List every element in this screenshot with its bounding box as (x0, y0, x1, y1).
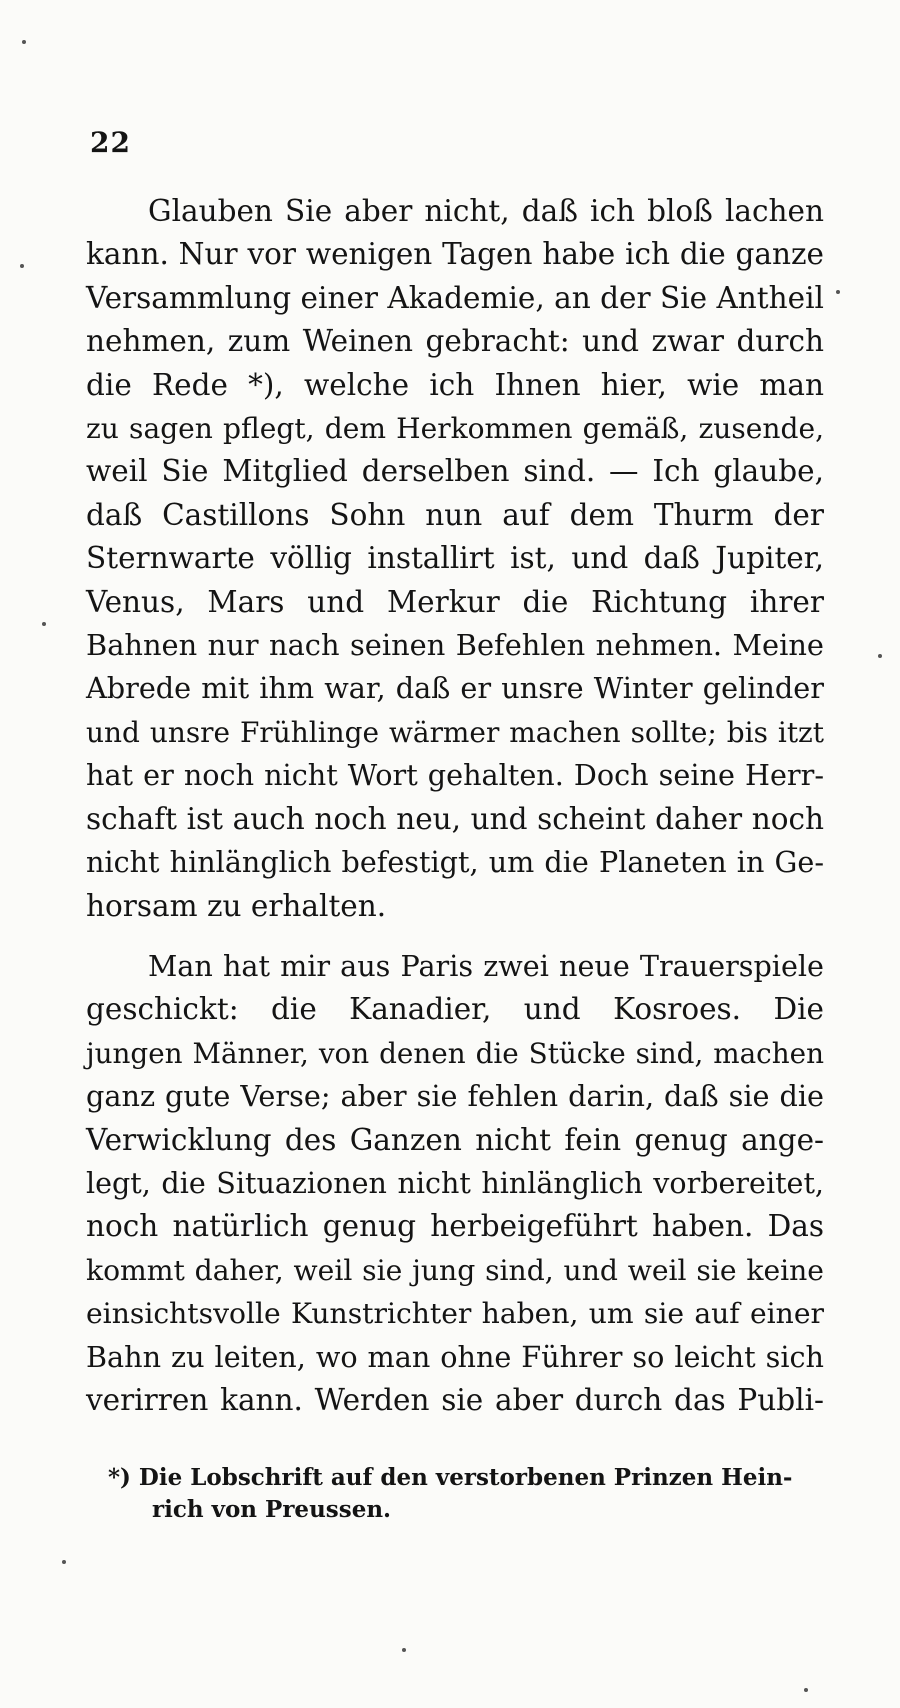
text-line: legt, die Situazionen nicht hinlänglich vorbereitet, (86, 1166, 824, 1201)
page-number: 22 (90, 126, 131, 159)
text-line: Bahn zu leiten, wo man ohne Führer so leicht sich (86, 1339, 824, 1374)
text-line: Versammlung einer Akademie, an der Sie Antheil (86, 280, 824, 315)
text-line: geschickt: die Kanadier, und Kosroes. Die (86, 992, 824, 1027)
footnote-line: *) Die Lobschrift auf den verstorbenen Prinzen Hein- (108, 1464, 793, 1491)
text-line: kommt daher, weil sie jung sind, und weil sie keine (86, 1253, 824, 1287)
text-line: Man hat mir aus Paris zwei neue Trauerspiele (148, 949, 824, 983)
text-line: nehmen, zum Weinen gebracht: und zwar durch (86, 324, 824, 359)
footnote (108, 1462, 824, 1526)
text-line: zu sagen pflegt, dem Herkommen gemäß, zusende, (86, 412, 824, 446)
text-line: horsam zu erhalten. (86, 888, 387, 923)
text-line: ganz gute Verse; aber sie fehlen darin, daß sie die (86, 1079, 824, 1114)
text-line: Glauben Sie aber nicht, daß ich bloß lachen (148, 194, 824, 228)
text-line: hat er noch nicht Wort gehalten. Doch seine Herr- (86, 758, 824, 793)
text-line: schaft ist auch noch neu, und scheint daher noch (86, 801, 824, 836)
print-speck (62, 1560, 66, 1564)
text-line: Venus, Mars und Merkur die Richtung ihrer (86, 584, 824, 619)
text-line: noch natürlich genug herbeigeführt haben. Das (86, 1209, 824, 1244)
text-line: Sternwarte völlig installirt ist, und daß Jupiter, (86, 541, 824, 576)
print-speck (22, 40, 26, 44)
text-line: jungen Männer, von denen die Stücke sind, machen (86, 1036, 824, 1070)
text-line: kann. Nur vor wenigen Tagen habe ich die ganze (86, 237, 824, 272)
paragraph (86, 945, 824, 1422)
text-line: einsichtsvolle Kunstrichter haben, um sie auf einer (86, 1297, 824, 1331)
print-speck (878, 654, 882, 658)
text-line: und unsre Frühlinge wärmer machen sollte; bis itzt (86, 715, 824, 749)
text-line: Bahnen nur nach seinen Befehlen nehmen. Meine (86, 628, 824, 663)
print-speck (402, 1648, 406, 1652)
text-line: die Rede *), welche ich Ihnen hier, wie man (86, 367, 824, 402)
text-line: verirren kann. Werden sie aber durch das Publi- (86, 1383, 824, 1418)
text-line: weil Sie Mitglied derselben sind. — Ich glaube, (86, 454, 824, 489)
paragraph (86, 190, 824, 928)
print-speck (42, 622, 46, 626)
print-speck (804, 1688, 808, 1692)
text-line: nicht hinlänglich befestigt, um die Planeten in Ge- (86, 845, 824, 880)
print-speck (836, 290, 840, 294)
text-line: Abrede mit ihm war, daß er unsre Winter gelinder (86, 671, 824, 706)
text-line: Verwicklung des Ganzen nicht fein genug ange- (86, 1122, 824, 1157)
text-line: daß Castillons Sohn nun auf dem Thurm der (86, 497, 824, 532)
print-speck (20, 264, 24, 268)
footnote-line: rich von Preussen. (152, 1496, 392, 1523)
